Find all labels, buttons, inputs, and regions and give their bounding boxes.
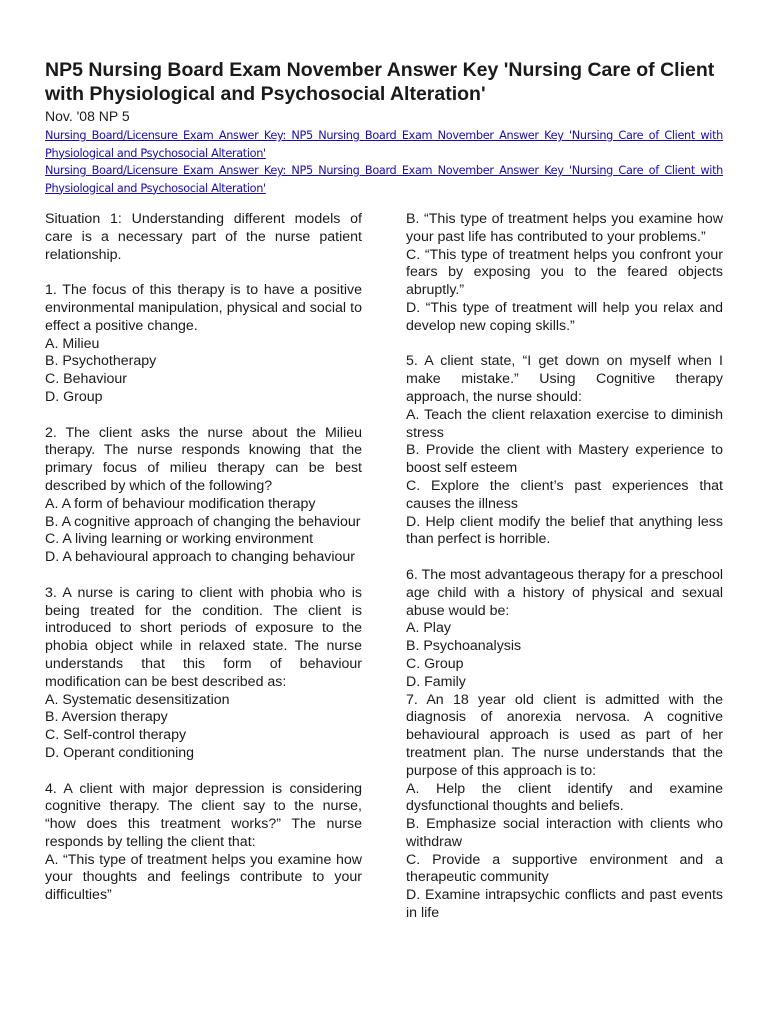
answer-option: B. Provide the client with Mastery experience to boost self esteem <box>406 442 723 477</box>
document-header <box>45 58 723 197</box>
answer-option: B. A cognitive approach of changing the behaviour <box>45 513 361 530</box>
answer-option: A. Teach the client relaxation exercise to diminish stress <box>406 406 723 441</box>
source-links <box>45 127 723 197</box>
answer-option: C. “This type of treatment helps you confront your fears by exposing you to the feared objects abruptly.” <box>406 246 723 299</box>
answer-option: B. Aversion therapy <box>45 709 168 726</box>
answer-option: D. Examine intrapsychic conflicts and past events in life <box>406 887 723 922</box>
question-2 <box>45 425 362 567</box>
answer-option: A. A form of behaviour modification therapy <box>45 495 316 512</box>
question-4 <box>45 781 362 906</box>
question-stem: 6. The most advantageous therapy for a preschool age child with a history of physical and sexual abuse would be: <box>406 566 723 619</box>
answer-option: C. Provide a supportive environment and a therapeutic community <box>406 851 723 886</box>
answer-option: C. Explore the client’s past experiences that causes the illness <box>406 477 723 512</box>
question-3 <box>45 585 362 763</box>
question-stem: 4. A client with major depression is considering cognitive therapy. The client say to the nurse, “how does this treatment works?” The nurse responds by telling the client that: <box>45 780 362 850</box>
answer-option: D. Group <box>45 388 103 405</box>
question-stem: 7. An 18 year old client is admitted with the diagnosis of anorexia nervosa. A cognitive behavioural approach is used as part of her treatment plan. The nurse understands that the purpose of this approach is to: <box>406 691 723 779</box>
source-link-1[interactable]: Nursing Board/Licensure Exam Answer Key: NP5 Nursing Board Exam November Answer Key 'Nursing Care of Client with Physiological and Psychosocial Alteration' <box>45 129 723 160</box>
answer-option: D. Help client modify the belief that anything less than perfect is horrible. <box>406 513 723 548</box>
answer-option: B. Emphasize social interaction with clients who withdraw <box>406 816 723 850</box>
question-stem: 5. A client state, “I get down on myself when I make mistake.” Using Cognitive therapy approach, the nurse should: <box>406 353 723 405</box>
answer-option: A. Play <box>406 620 451 637</box>
answer-option: D. “This type of treatment will help you relax and develop new coping skills.” <box>406 299 723 334</box>
answer-option: B. “This type of treatment helps you examine how your past life has contributed to your problems.” <box>406 211 723 245</box>
question-stem: 1. The focus of this therapy is to have a positive environmental manipulation, physical and social to effect a positive change. <box>45 282 362 334</box>
question-5 <box>406 353 723 549</box>
document-title: NP5 Nursing Board Exam November Answer Key 'Nursing Care of Client with Physiological and Psychosocial Alteration' <box>45 59 715 105</box>
answer-option: A. “This type of treatment helps you examine how your thoughts and feelings contribute to your difficulties” <box>45 851 362 904</box>
answer-option: A. Help the client identify and examine dysfunctional thoughts and beliefs. <box>406 780 723 815</box>
answer-option: C. Self-control therapy <box>45 727 187 744</box>
answer-option: A. Milieu <box>45 335 100 352</box>
answer-option: B. Psychotherapy <box>45 353 157 370</box>
question-6 <box>406 567 723 692</box>
answer-option: D. A behavioural approach to changing behaviour <box>45 549 355 566</box>
question-1 <box>45 282 362 407</box>
answer-option: A. Systematic desensitization <box>45 691 230 708</box>
document-subtitle: Nov. '08 NP 5 <box>45 108 130 124</box>
question-4-continued <box>406 211 723 336</box>
question-stem: 2. The client asks the nurse about the Milieu therapy. The nurse responds knowing that the primary focus of milieu therapy can be best described by which of the following? <box>45 424 362 494</box>
right-column <box>406 211 723 923</box>
question-stem: 3. A nurse is caring to client with phobia who is being treated for the condition. The client is introduced to short periods of exposure to the phobia object while in relaxed state. The nurse understands that this form of behaviour modification can be best described as: <box>45 584 362 690</box>
situation-text: Situation 1: Understanding different models of care is a necessary part of the nurse patient relationship. <box>45 211 362 263</box>
question-7 <box>406 692 723 923</box>
answer-option: C. Behaviour <box>45 371 128 388</box>
answer-option: C. A living learning or working environment <box>45 531 314 548</box>
answer-option: C. Group <box>406 655 464 672</box>
source-link-2[interactable]: Nursing Board/Licensure Exam Answer Key: NP5 Nursing Board Exam November Answer Key 'Nursing Care of Client with Physiological and Psychosocial Alteration' <box>45 164 723 195</box>
left-column <box>45 211 362 905</box>
answer-option: D. Family <box>406 673 466 690</box>
answer-option: D. Operant conditioning <box>45 744 195 761</box>
situation-block <box>45 211 362 264</box>
answer-option: B. Psychoanalysis <box>406 638 522 655</box>
